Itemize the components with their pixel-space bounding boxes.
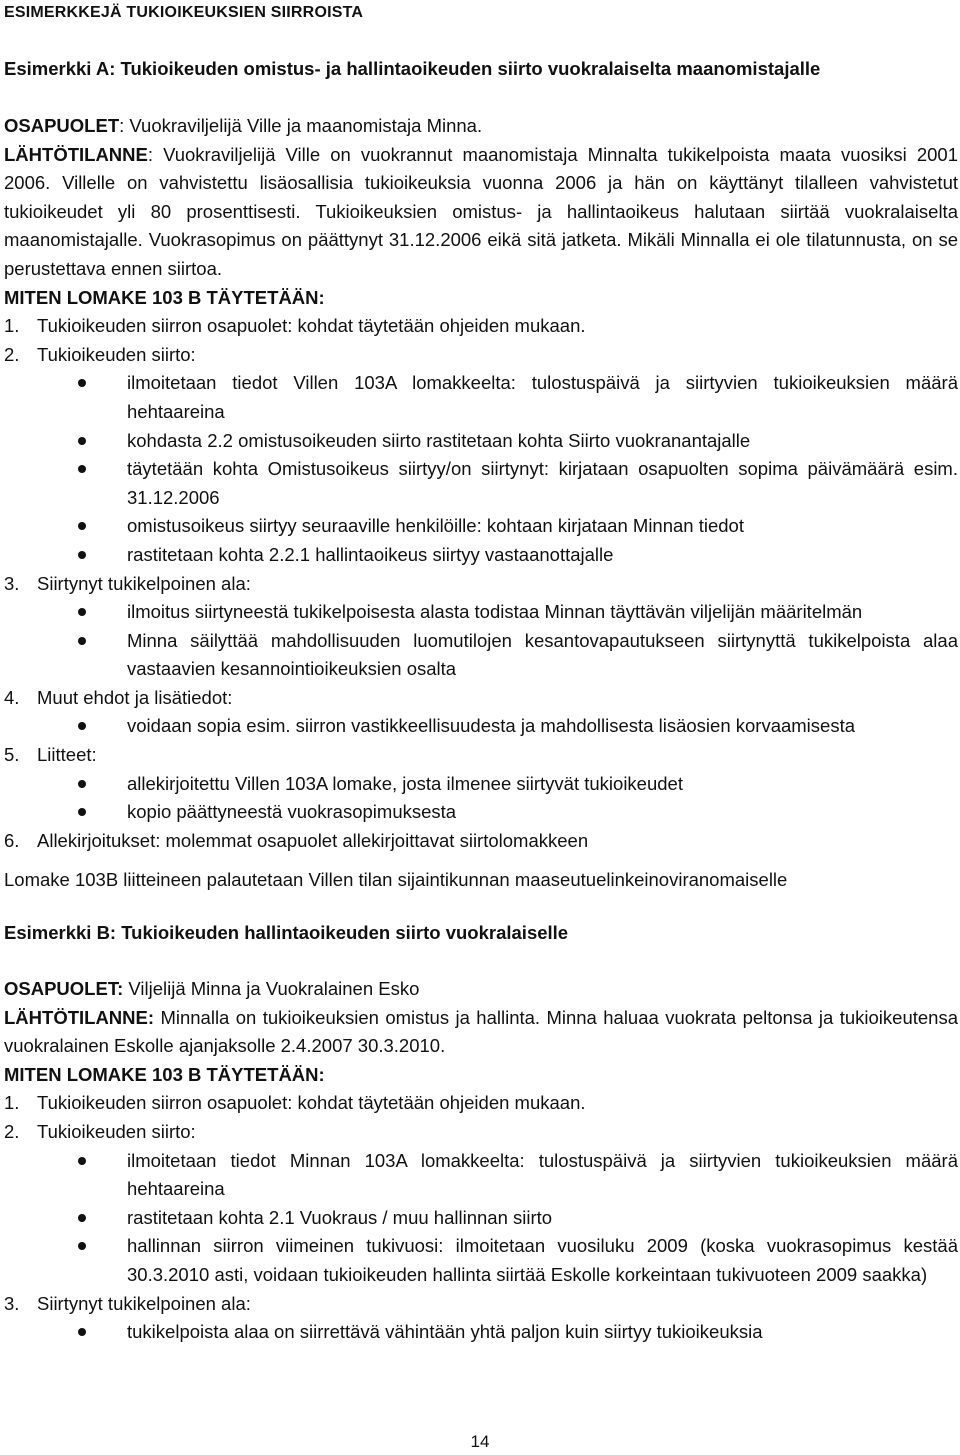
example-a-parties <box>4 112 958 141</box>
bullet-list <box>4 598 958 684</box>
instruction-item <box>4 741 958 770</box>
item-text: Muut ehdot ja lisätiedot: <box>37 686 233 708</box>
example-b-situation <box>4 1004 958 1061</box>
item-text: Siirtynyt tukikelpoinen ala: <box>37 1292 251 1314</box>
instruction-item <box>4 1290 958 1319</box>
example-b-instruction-list <box>4 1089 958 1346</box>
item-number: 3. <box>4 572 20 594</box>
instruction-item <box>4 312 958 341</box>
example-a-closing: Lomake 103B liitteineen palautetaan Villen tilan sijaintikunnan maaseutuelinkeinoviranomaiselle <box>4 869 788 890</box>
bullet-item: kohdasta 2.2 omistusoikeuden siirto rastitetaan kohta Siirto vuokranantajalle <box>4 427 958 456</box>
example-b-parties <box>4 975 958 1004</box>
instruction-item <box>4 570 958 599</box>
instruction-item <box>4 827 958 856</box>
example-b-heading: Esimerkki B: Tukioikeuden hallintaoikeuden siirto vuokralaiselle <box>4 922 569 943</box>
item-text: Tukioikeuden siirron osapuolet: kohdat täytetään ohjeiden mukaan. <box>37 1092 586 1114</box>
item-text: Tukioikeuden siirto: <box>37 343 196 365</box>
parties-label: OSAPUOLET <box>4 115 120 136</box>
bullet-list <box>4 1147 958 1290</box>
situation-label: LÄHTÖTILANNE <box>4 143 148 165</box>
item-text: Liitteet: <box>37 744 97 766</box>
situation-label: LÄHTÖTILANNE: <box>4 1006 155 1028</box>
parties-label: OSAPUOLET: <box>4 978 124 999</box>
item-number: 2. <box>4 1120 20 1142</box>
bullet-item: tukikelpoista alaa on siirrettävä vähintään yhtä paljon kuin siirtyy tukioikeuksia <box>4 1318 958 1347</box>
item-text: Allekirjoitukset: molemmat osapuolet allekirjoittavat siirtolomakkeen <box>37 829 589 851</box>
bullet-list <box>4 369 958 569</box>
bullet-item: Minna säilyttää mahdollisuuden luomutilojen kesantovapautukseen siirtynyttä tukikelpoista alaa vastaavien kesannointioikeuksien osalta <box>4 627 958 684</box>
bullet-item: allekirjoitettu Villen 103A lomake, josta ilmenee siirtyvät tukioikeudet <box>4 770 958 799</box>
instruction-item <box>4 1089 958 1118</box>
instruction-item <box>4 341 958 370</box>
bullet-item: kopio päättyneestä vuokrasopimuksesta <box>4 798 958 827</box>
situation-text: : Vuokraviljelijä Ville on vuokrannut maanomistaja Minnalta tukikelpoista maata vuosiksi 2001 2006. Villelle on vahvistettu lisäosallisia tukioikeuksia vuonna 2006 ja hän on käyttänyt tilalleen vahvistetut tukioikeudet yli 80 prosenttisesti. Tukioikeuksien omistus- ja hallintaoikeus halutaan siirtää vuokralaiselta maanomistajalle. Vuokrasopimus on päättynyt 31.12.2006 eikä sitä jatketa. Mikäli Minnalla ei ole tilatunnusta, on se perustettava ennen siirtoa. <box>4 143 958 279</box>
bullet-list <box>4 1318 958 1347</box>
situation-text: Minnalla on tukioikeuksien omistus ja hallinta. Minna haluaa vuokrata peltonsa ja tukioikeutensa vuokralainen Eskolle ajanjaksolle 2.4.2007 30.3.2010. <box>4 1006 958 1057</box>
item-text: Tukioikeuden siirto: <box>37 1120 196 1142</box>
item-number: 4. <box>4 686 20 708</box>
item-number: 1. <box>4 315 20 337</box>
parties-text: : Vuokraviljelijä Ville ja maanomistaja Minna. <box>119 115 483 136</box>
instruction-item <box>4 684 958 713</box>
bullet-list <box>4 712 958 741</box>
item-text: Tukioikeuden siirron osapuolet: kohdat täytetään ohjeiden mukaan. <box>37 315 586 337</box>
item-text: Siirtynyt tukikelpoinen ala: <box>37 572 251 594</box>
example-a-heading: Esimerkki A: Tukioikeuden omistus- ja hallintaoikeuden siirto vuokralaiselta maanomistajalle <box>4 58 821 79</box>
example-a-instruction-list <box>4 312 958 855</box>
example-b-form-heading: MITEN LOMAKE 103 B TÄYTETÄÄN: <box>4 1063 325 1085</box>
bullet-item: omistusoikeus siirtyy seuraaville henkilöille: kohtaan kirjataan Minnan tiedot <box>4 512 958 541</box>
item-number: 6. <box>4 829 20 851</box>
bullet-item: rastitetaan kohta 2.2.1 hallintaoikeus siirtyy vastaanottajalle <box>4 541 958 570</box>
item-number: 3. <box>4 1292 20 1314</box>
bullet-item: ilmoitetaan tiedot Minnan 103A lomakkeelta: tulostuspäivä ja siirtyvien tukioikeuksien määrä hehtaareina <box>4 1147 958 1204</box>
bullet-item: täytetään kohta Omistusoikeus siirtyy/on siirtynyt: kirjataan osapuolten sopima päivämäärä esim. 31.12.2006 <box>4 455 958 512</box>
item-number: 5. <box>4 744 20 766</box>
instruction-item <box>4 1118 958 1147</box>
bullet-item: hallinnan siirron viimeinen tukivuosi: ilmoitetaan vuosiluku 2009 (koska vuokrasopimus kestää 30.3.2010 asti, voidaan tukioikeuden hallinta siirtää Eskolle korkeintaan tukivuoteen 2009 saakka) <box>4 1232 958 1289</box>
example-b-intro <box>4 975 958 1347</box>
bullet-list <box>4 770 958 827</box>
item-number: 2. <box>4 343 20 365</box>
bullet-item: ilmoitus siirtyneestä tukikelpoisesta alasta todistaa Minnan täyttävän viljelijän määritelmän <box>4 598 958 627</box>
example-a-form-heading: MITEN LOMAKE 103 B TÄYTETÄÄN: <box>4 286 325 308</box>
parties-text: Viljelijä Minna ja Vuokralainen Esko <box>123 978 420 999</box>
document-title: ESIMERKKEJÄ TUKIOIKEUKSIEN SIIRROISTA <box>4 4 364 21</box>
bullet-item: ilmoitetaan tiedot Villen 103A lomakkeelta: tulostuspäivä ja siirtyvien tukioikeuksien määrä hehtaareina <box>4 369 958 426</box>
item-number: 1. <box>4 1092 20 1114</box>
example-a-situation <box>4 141 958 284</box>
bullet-item: rastitetaan kohta 2.1 Vuokraus / muu hallinnan siirto <box>4 1204 958 1233</box>
example-a-intro <box>4 112 958 855</box>
page-number: 14 <box>470 1432 490 1451</box>
bullet-item: voidaan sopia esim. siirron vastikkeellisuudesta ja mahdollisesta lisäosien korvaamisesta <box>4 712 958 741</box>
